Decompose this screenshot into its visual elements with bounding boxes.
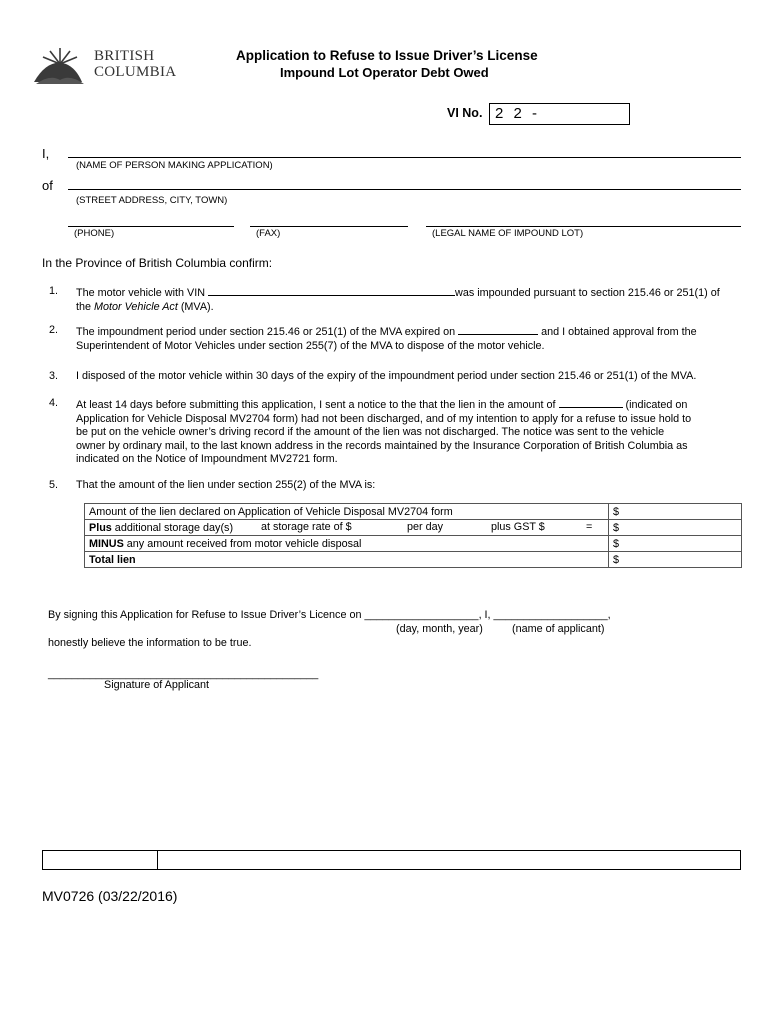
logo-text [94, 48, 176, 80]
address-field[interactable] [68, 189, 741, 190]
impound-lot-caption: (LEGAL NAME OF IMPOUND LOT) [432, 228, 584, 239]
storage-rate-label: at storage rate of $ [261, 521, 352, 533]
minus-label: MINUS [89, 537, 124, 550]
item-3-number: 3. [49, 370, 59, 382]
dollar-sign: $ [613, 537, 620, 550]
item-2-text-c: Superintendent of Motor Vehicles under section 255(7) of the MVA to dispose of the motor vehicle. [76, 339, 545, 352]
item-1-text-a: The motor vehicle with VIN [76, 287, 209, 299]
item-2-text-a: The impoundment period under section 215.46 or 251(1) of the MVA expired on [76, 326, 459, 338]
item-3-text: I disposed of the motor vehicle within 30 days of the expiry of the impoundment period under section 215.46 or 251(1) of the MVA. [76, 370, 697, 382]
item-2-text-b: and I obtained approval from the [538, 326, 697, 338]
storage-row-label [85, 520, 609, 536]
footer-divider [157, 850, 158, 870]
signing-statement: By signing this Application for Refuse to Issue Driver’s Licence on ___________________, I, ___________________, [48, 609, 611, 621]
item-4 [76, 397, 756, 467]
impound-lot-field[interactable] [426, 226, 741, 227]
item-4-number: 4. [49, 397, 59, 409]
lien-table [84, 503, 742, 568]
expiry-date-field[interactable] [458, 324, 538, 335]
storage-amount[interactable] [609, 520, 742, 536]
table-row [85, 552, 742, 568]
item-1-text-b: was impounded pursuant to section 215.46 or 251(1) of [455, 287, 720, 299]
address-caption: (STREET ADDRESS, CITY, TOWN) [76, 195, 228, 206]
item-4-line-4: owner by ordinary mail, to the last known address in the records maintained by the Insurance Corporation of British Columbia as [76, 439, 688, 452]
i-label: I, [42, 146, 50, 161]
item-2-number: 2. [49, 324, 59, 336]
item-1 [76, 285, 746, 314]
disposal-amount[interactable] [609, 536, 742, 552]
form-subtitle: Impound Lot Operator Debt Owed [280, 65, 489, 80]
minus-row-text: any amount received from motor vehicle disposal [123, 537, 362, 550]
signature-field[interactable]: _____________________________________________ [48, 668, 319, 680]
item-5-text: That the amount of the lien under section 255(2) of the MVA is: [76, 479, 376, 491]
lien-amount-field[interactable] [559, 397, 623, 408]
phone-field[interactable] [68, 226, 234, 227]
item-1-number: 1. [49, 285, 59, 297]
item-5-number: 5. [49, 479, 59, 491]
applicant-name-field[interactable] [68, 157, 741, 158]
item-4-text-b: (indicated on [622, 399, 688, 411]
item-1-act-name: Motor Vehicle Act [94, 300, 178, 313]
dollar-sign: $ [613, 553, 620, 566]
total-lien-label: Total lien [85, 552, 609, 568]
fax-field[interactable] [250, 226, 408, 227]
logo-line-1: BRITISH [94, 48, 155, 64]
lien-declared-amount[interactable] [609, 504, 742, 520]
item-1-text-c: the [76, 300, 95, 313]
table-row [85, 536, 742, 552]
item-1-text-d: (MVA). [177, 300, 214, 313]
form-title: Application to Refuse to Issue Driver’s License [236, 48, 538, 63]
plus-label: Plus [89, 521, 112, 534]
form-code: MV0726 (03/22/2016) [42, 888, 178, 904]
belief-statement: honestly believe the information to be true. [48, 637, 252, 649]
storage-days-label: additional storage day(s) [111, 521, 234, 534]
dollar-sign: $ [613, 521, 620, 534]
per-day-label: per day [407, 521, 444, 533]
date-caption: (day, month, year) [396, 623, 483, 635]
applicant-name-caption: (name of applicant) [512, 623, 605, 635]
of-label: of [42, 178, 53, 193]
logo-line-2: COLUMBIA [94, 64, 177, 80]
equals-sign: = [586, 521, 593, 533]
signature-caption: Signature of Applicant [104, 679, 210, 691]
fax-caption: (FAX) [256, 228, 281, 239]
vi-number-value: 2 2 - [495, 105, 541, 122]
vin-field[interactable] [208, 285, 455, 296]
vi-number-label: VI No. [447, 106, 483, 120]
item-4-text-a: At least 14 days before submitting this application, I sent a notice to the that the lien in the amount of [76, 399, 559, 411]
name-caption: (NAME OF PERSON MAKING APPLICATION) [76, 160, 273, 171]
confirm-intro: In the Province of British Columbia confirm: [42, 256, 273, 270]
minus-row-label [85, 536, 609, 552]
footer-box [42, 850, 741, 870]
total-lien-amount[interactable] [609, 552, 742, 568]
item-4-line-5: indicated on the Notice of Impoundment MV2721 form. [76, 453, 338, 465]
table-row [85, 520, 742, 536]
plus-gst-label: plus GST $ [491, 521, 545, 533]
lien-declared-label: Amount of the lien declared on Application of Vehicle Disposal MV2704 form [85, 504, 609, 520]
phone-caption: (PHONE) [74, 228, 115, 239]
table-row [85, 504, 742, 520]
item-2 [76, 324, 746, 353]
item-4-line-2: Application for Vehicle Disposal MV2704 form) had not been discharged, and of my intention to apply for a refuse to issue hold to [76, 412, 692, 425]
item-4-line-3: be put on the vehicle owner’s driving record if the amount of the lien was not discharged. The notice was sent to the vehicle [76, 426, 665, 438]
dollar-sign: $ [613, 505, 620, 518]
